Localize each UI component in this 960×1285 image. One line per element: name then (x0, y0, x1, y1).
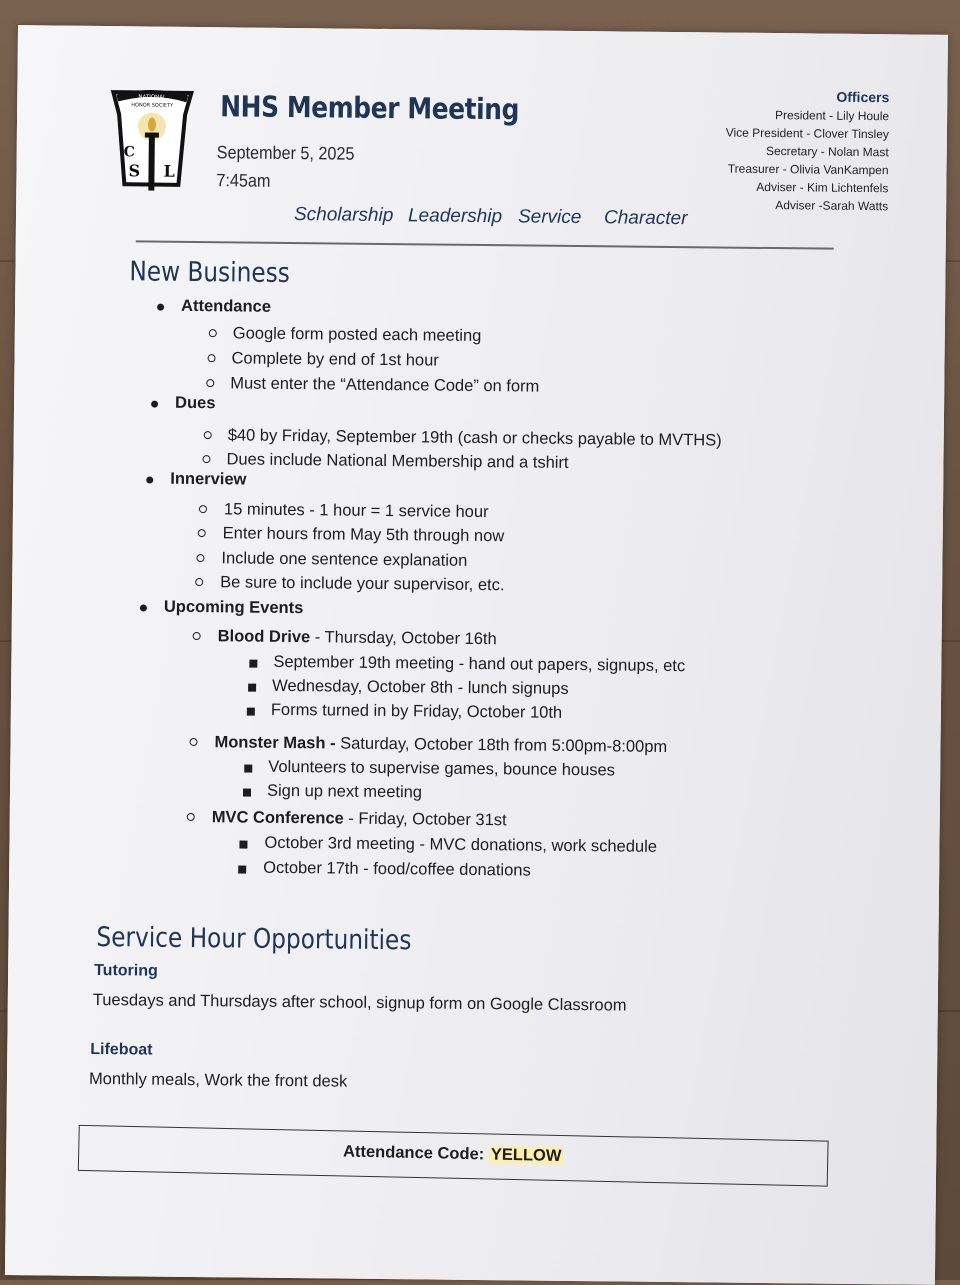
square-bullet-icon (239, 840, 247, 848)
circle-bullet-icon (209, 329, 217, 337)
circle-bullet-icon (206, 379, 214, 387)
monster-mash-item: Sign up next meeting (266, 781, 423, 802)
new-business-heading: New Business (129, 256, 291, 289)
officers-list (725, 87, 890, 216)
bullet-icon (140, 604, 147, 611)
officer-adviser-2: Adviser -Sarah Watts (775, 198, 889, 214)
square-bullet-icon (244, 765, 252, 773)
svg-text:L: L (163, 161, 175, 181)
pillar-character: Character (603, 207, 688, 230)
square-bullet-icon (238, 865, 246, 873)
event-mvc-conference: MVC Conference - Friday, October 31st (211, 808, 507, 830)
dues-label: Dues (174, 393, 216, 413)
logo-lettering: NATIONAL (138, 94, 167, 101)
circle-bullet-icon (196, 554, 204, 562)
meeting-date: September 5, 2025 (216, 142, 355, 164)
pillar-leadership: Leadership (407, 205, 503, 228)
innerview-item: Enter hours from May 5th through now (222, 524, 505, 546)
page-title: NHS Member Meeting (220, 89, 520, 127)
lifeboat-text: Monthly meals, Work the front desk (88, 1069, 348, 1091)
mvc-conference-item: October 3rd meeting - MVC donations, work schedule (264, 833, 658, 856)
attendance-code-value: YELLOW (490, 1145, 562, 1166)
circle-bullet-icon (199, 505, 207, 513)
dues-item: $40 by Friday, September 19th (cash or checks payable to MVTHS) (227, 426, 722, 450)
attendance-item: Google form posted each meeting (232, 324, 482, 345)
blood-drive-item: Wednesday, October 8th - lunch signups (272, 676, 569, 698)
pillar-service: Service (517, 206, 582, 229)
circle-bullet-icon (204, 431, 212, 439)
square-bullet-icon (247, 708, 255, 716)
innerview-item: 15 minutes - 1 hour = 1 service hour (223, 500, 489, 522)
square-bullet-icon (249, 660, 257, 668)
tutoring-label: Tutoring (94, 961, 158, 980)
upcoming-events-label: Upcoming Events (163, 597, 304, 618)
dues-item: Dues include National Membership and a tshirt (226, 450, 569, 472)
svg-text:C: C (123, 144, 135, 161)
svg-text:S: S (128, 161, 141, 181)
lifeboat-label: Lifeboat (90, 1040, 153, 1059)
meeting-time: 7:45am (216, 170, 271, 191)
service-heading: Service Hour Opportunities (96, 922, 412, 957)
bullet-icon (146, 476, 153, 483)
square-bullet-icon (243, 789, 251, 797)
circle-bullet-icon (202, 455, 210, 463)
pillar-scholarship: Scholarship (293, 204, 394, 227)
officer-adviser-1: Adviser - Kim Lichtenfels (756, 179, 889, 196)
circle-bullet-icon (198, 529, 206, 537)
attendance-code-box (78, 1125, 829, 1187)
officer-treasurer: Treasurer - Olivia VanKampen (727, 161, 889, 178)
circle-bullet-icon (195, 578, 203, 586)
bullet-icon (157, 304, 164, 311)
innerview-label: Innerview (170, 469, 247, 489)
event-monster-mash: Monster Mash - Saturday, October 18th from 5:00pm-8:00pm (214, 733, 668, 756)
svg-text:HONOR SOCIETY: HONOR SOCIETY (131, 102, 174, 109)
officer-president: President - Lily Houle (774, 108, 890, 124)
officer-vice-president: Vice President - Clover Tinsley (725, 125, 890, 142)
monster-mash-item: Volunteers to supervise games, bounce houses (268, 757, 616, 780)
blood-drive-item: September 19th meeting - hand out papers, signups, etc (273, 652, 686, 676)
circle-bullet-icon (193, 632, 201, 640)
attendance-code: Attendance Code: YELLOW (342, 1142, 562, 1166)
circle-bullet-icon (187, 813, 195, 821)
circle-bullet-icon (208, 354, 216, 362)
square-bullet-icon (248, 684, 256, 692)
blood-drive-item: Forms turned in by Friday, October 10th (270, 700, 563, 722)
officers-heading: Officers (836, 88, 890, 106)
mvc-conference-item: October 17th - food/coffee donations (263, 858, 531, 880)
innerview-item: Include one sentence explanation (221, 549, 468, 570)
header-divider (136, 240, 834, 249)
officer-secretary: Secretary - Nolan Mast (765, 143, 889, 160)
attendance-item: Must enter the “Attendance Code” on form (230, 374, 540, 396)
attendance-item: Complete by end of 1st hour (231, 349, 439, 370)
nhs-logo-icon (108, 84, 195, 205)
bullet-icon (151, 401, 158, 408)
event-blood-drive: Blood Drive - Thursday, October 16th (217, 627, 497, 649)
circle-bullet-icon (189, 738, 197, 746)
innerview-item: Be sure to include your supervisor, etc. (220, 573, 505, 595)
meeting-handout (5, 25, 948, 1285)
tutoring-text: Tuesdays and Thursdays after school, signup form on Google Classroom (92, 990, 627, 1015)
attendance-label: Attendance (181, 296, 272, 316)
